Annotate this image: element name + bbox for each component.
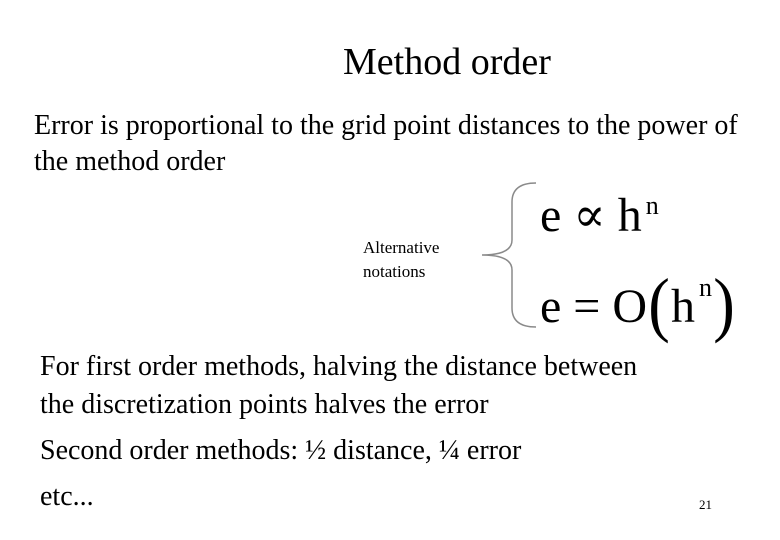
alternative-label-line2: notations	[363, 262, 426, 281]
body-text	[40, 348, 740, 516]
body-line: Second order methods: ½ distance, ¼ error	[40, 435, 522, 466]
alternative-label-line1: Alternative	[363, 238, 440, 257]
body-line: the discretization points halves the error	[40, 389, 489, 420]
formula-proportional-exponent: n	[645, 191, 659, 220]
page-number: 21	[699, 497, 712, 512]
slide-title: Method order	[343, 41, 551, 83]
body-line: For first order methods, halving the distance between	[40, 351, 638, 382]
formula-proportional	[540, 190, 659, 242]
formula-big-o-h: h	[671, 280, 696, 333]
intro-text: Error is proportional to the grid point distances to the power of the method order	[34, 110, 738, 177]
formula-big-o	[540, 264, 736, 344]
formula-proportional-base: e ∝ h	[540, 189, 642, 242]
formula-open-paren: (	[648, 264, 670, 344]
formula-big-o-prefix: e = O	[540, 280, 648, 333]
alternative-notations-label	[363, 236, 439, 284]
body-line: etc...	[40, 481, 94, 512]
curly-brace-icon	[478, 180, 538, 330]
formula-big-o-exponent: n	[699, 273, 713, 302]
formula-close-paren: )	[713, 264, 735, 344]
